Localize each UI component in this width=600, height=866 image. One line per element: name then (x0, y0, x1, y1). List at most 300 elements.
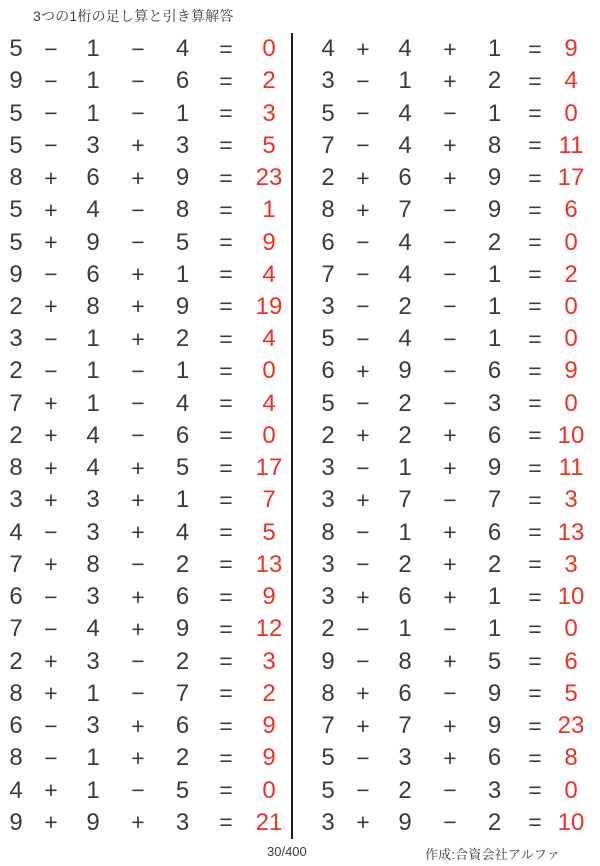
equals-sign: = (528, 680, 542, 707)
operand-1: 8 (9, 454, 23, 482)
operator-1: − (356, 454, 370, 481)
operator-1: − (356, 325, 370, 352)
equals-sign: = (219, 744, 233, 771)
operand-3: 2 (487, 550, 502, 578)
operand-1: 3 (321, 583, 335, 611)
operator-1: + (356, 164, 370, 191)
operand-1: 5 (321, 389, 335, 417)
answer: 17 (255, 454, 283, 482)
operator-1: − (356, 390, 370, 417)
equals-sign: = (219, 261, 233, 288)
operator-1: + (44, 454, 58, 481)
operand-2: 3 (86, 583, 100, 611)
answer: 9 (262, 712, 276, 740)
operand-2: 1 (398, 67, 412, 95)
equals-sign: = (528, 164, 542, 191)
equals-sign: = (219, 357, 233, 384)
answer: 23 (557, 712, 585, 740)
operand-1: 6 (9, 583, 23, 611)
equation-row (293, 484, 600, 516)
equals-sign: = (528, 261, 542, 288)
operand-3: 9 (175, 164, 190, 192)
equation-row (293, 323, 600, 355)
operator-1: − (44, 519, 58, 546)
operand-3: 2 (487, 67, 502, 95)
operator-2: − (443, 809, 457, 836)
operand-2: 1 (86, 325, 100, 353)
operand-1: 8 (321, 518, 335, 546)
answer: 0 (564, 99, 578, 127)
answer: 3 (564, 550, 578, 578)
operand-2: 2 (398, 776, 412, 804)
equation-row (0, 645, 291, 677)
operator-1: + (356, 357, 370, 384)
operator-2: − (131, 100, 145, 127)
equation-row (0, 452, 291, 484)
operand-1: 7 (321, 131, 335, 159)
operand-2: 4 (86, 196, 100, 224)
operand-3: 1 (175, 260, 190, 288)
operator-2: − (131, 551, 145, 578)
equation-row (0, 162, 291, 194)
answer: 10 (557, 421, 585, 449)
operand-3: 6 (175, 67, 190, 95)
operand-3: 7 (487, 486, 502, 514)
operand-3: 1 (487, 615, 502, 643)
operand-2: 4 (86, 421, 100, 449)
operand-2: 4 (86, 454, 100, 482)
operand-2: 3 (86, 486, 100, 514)
operator-1: − (356, 744, 370, 771)
operand-3: 2 (175, 550, 190, 578)
operator-1: + (356, 196, 370, 223)
operator-1: − (44, 712, 58, 739)
operand-1: 7 (321, 712, 335, 740)
credit-text: 作成:合資会社アルファ (424, 847, 560, 862)
operator-2: − (443, 390, 457, 417)
operator-1: + (356, 712, 370, 739)
operator-1: + (356, 583, 370, 610)
equation-row (293, 420, 600, 452)
answer: 3 (262, 99, 276, 127)
operand-3: 1 (487, 260, 502, 288)
equation-row (293, 33, 600, 65)
operator-2: + (131, 132, 145, 159)
answer: 3 (262, 647, 276, 675)
equals-sign: = (528, 100, 542, 127)
operand-1: 8 (321, 679, 335, 707)
equation-row (0, 291, 291, 323)
equation-row (293, 742, 600, 774)
equals-sign: = (528, 390, 542, 417)
operator-1: − (356, 777, 370, 803)
answer: 11 (558, 454, 584, 482)
operand-3: 6 (487, 518, 502, 546)
equals-sign: = (219, 712, 233, 739)
operand-1: 2 (9, 292, 23, 320)
operator-2: + (131, 583, 145, 610)
operand-2: 9 (86, 808, 100, 836)
operand-3: 6 (487, 744, 502, 772)
operand-2: 1 (398, 615, 412, 643)
equals-sign: = (528, 615, 542, 642)
operator-2: + (131, 164, 145, 191)
operator-1: − (44, 357, 58, 384)
operator-1: − (44, 35, 58, 62)
equation-row (293, 355, 600, 387)
operand-3: 9 (487, 196, 502, 224)
equals-sign: = (219, 648, 233, 675)
answer: 4 (262, 389, 276, 417)
operand-3: 9 (175, 292, 190, 320)
answer: 0 (564, 325, 578, 353)
operand-2: 3 (86, 131, 100, 159)
operator-1: − (356, 261, 370, 288)
operand-3: 1 (487, 583, 502, 611)
answer: 9 (262, 228, 276, 256)
operand-1: 5 (321, 776, 335, 804)
equation-row (293, 65, 600, 97)
equals-sign: = (219, 132, 233, 159)
operator-1: − (356, 293, 370, 320)
operator-2: + (131, 486, 145, 513)
answer: 9 (564, 357, 578, 385)
answer: 0 (262, 357, 276, 385)
equals-sign: = (219, 293, 233, 320)
equals-sign: = (528, 519, 542, 546)
equals-sign: = (219, 680, 233, 707)
answer: 0 (564, 615, 578, 643)
answer: 11 (558, 131, 584, 159)
equals-sign: = (219, 390, 233, 417)
operand-1: 5 (9, 131, 23, 159)
operator-2: + (443, 519, 457, 546)
operator-2: − (131, 357, 145, 384)
equation-row (0, 97, 291, 129)
operator-1: − (356, 100, 370, 127)
operator-2: + (443, 648, 457, 675)
operand-2: 9 (398, 808, 412, 836)
operand-1: 3 (321, 454, 335, 482)
operand-1: 2 (321, 615, 335, 643)
operator-2: − (131, 35, 145, 62)
operand-2: 1 (86, 357, 100, 385)
answer: 0 (262, 421, 276, 449)
equation-row (293, 162, 600, 194)
operand-1: 3 (321, 292, 335, 320)
operator-2: − (131, 229, 145, 256)
equation-row (0, 549, 291, 581)
equals-sign: = (219, 551, 233, 578)
operand-2: 8 (86, 550, 100, 578)
answer: 4 (564, 67, 578, 95)
answer: 2 (262, 679, 276, 707)
operator-2: + (131, 261, 145, 288)
equation-row (0, 130, 291, 162)
operand-2: 4 (398, 228, 412, 256)
answer: 9 (262, 583, 276, 611)
operator-2: + (443, 454, 457, 481)
operand-3: 9 (175, 615, 190, 643)
equals-sign: = (219, 229, 233, 256)
equals-sign: = (528, 229, 542, 256)
operator-2: − (443, 196, 457, 223)
page-title: 3つの1桁の足し算と引き算解答 (33, 8, 234, 24)
operand-3: 6 (487, 357, 502, 385)
operand-3: 9 (487, 679, 502, 707)
operand-2: 6 (398, 164, 412, 192)
operand-2: 6 (86, 260, 100, 288)
answer: 13 (557, 518, 585, 546)
equals-sign: = (219, 67, 233, 94)
operand-2: 4 (398, 35, 412, 63)
equation-row (0, 355, 291, 387)
equation-row (0, 710, 291, 742)
operator-1: − (44, 615, 58, 642)
answer: 2 (262, 67, 276, 95)
operand-3: 2 (175, 647, 190, 675)
operator-1: − (44, 744, 58, 771)
operator-2: − (443, 357, 457, 384)
operand-2: 9 (86, 228, 100, 256)
operator-1: + (44, 164, 58, 191)
operator-1: − (356, 519, 370, 546)
operand-2: 9 (398, 357, 412, 385)
operand-1: 9 (9, 67, 23, 95)
answer: 4 (262, 260, 276, 288)
answer: 10 (557, 583, 585, 611)
equals-sign: = (528, 293, 542, 320)
operator-1: + (44, 229, 58, 256)
operand-3: 5 (175, 228, 190, 256)
operand-2: 2 (398, 389, 412, 417)
operand-1: 7 (9, 615, 23, 643)
operand-3: 6 (175, 712, 190, 740)
answer: 19 (255, 292, 283, 320)
answer: 0 (262, 35, 276, 63)
operator-2: − (443, 325, 457, 352)
equation-row (293, 259, 600, 291)
operand-1: 5 (9, 196, 23, 224)
equation-row (293, 226, 600, 258)
operand-1: 3 (321, 486, 335, 514)
operator-2: − (131, 390, 145, 417)
operand-1: 5 (9, 35, 23, 63)
operator-2: + (131, 293, 145, 320)
equation-column-right (293, 33, 600, 839)
operand-2: 2 (398, 550, 412, 578)
operand-1: 9 (9, 808, 23, 836)
equation-row (293, 807, 600, 839)
operator-1: + (44, 648, 58, 675)
operand-2: 3 (86, 518, 100, 546)
page-number-indicator: 30/400 (267, 844, 307, 859)
operand-1: 2 (321, 164, 335, 192)
operand-2: 3 (86, 712, 100, 740)
answer: 12 (255, 615, 283, 643)
operand-1: 7 (9, 389, 23, 417)
operand-3: 2 (175, 325, 190, 353)
equals-sign: = (219, 164, 233, 191)
operator-1: + (356, 422, 370, 449)
equation-row (0, 226, 291, 258)
equation-row (293, 774, 600, 806)
equation-row (293, 291, 600, 323)
operator-1: − (356, 229, 370, 256)
operand-1: 2 (9, 421, 23, 449)
operator-2: + (131, 809, 145, 836)
operand-2: 3 (86, 647, 100, 675)
operand-2: 8 (86, 292, 100, 320)
equals-sign: = (219, 325, 233, 352)
operand-2: 8 (398, 647, 412, 675)
operand-1: 9 (321, 647, 335, 675)
answer: 1 (262, 196, 276, 224)
operand-2: 6 (398, 679, 412, 707)
operand-2: 1 (86, 679, 100, 707)
equation-row (0, 259, 291, 291)
operator-2: − (443, 100, 457, 127)
equals-sign: = (219, 615, 233, 642)
operand-2: 1 (86, 99, 100, 127)
operator-2: + (443, 712, 457, 739)
operand-3: 6 (175, 583, 190, 611)
operator-1: − (44, 100, 58, 127)
operand-1: 2 (9, 357, 23, 385)
worksheet-body (0, 33, 600, 839)
operand-2: 2 (398, 292, 412, 320)
operand-2: 1 (86, 776, 100, 804)
operator-2: − (443, 680, 457, 707)
operand-2: 6 (398, 583, 412, 611)
answer: 5 (564, 679, 578, 707)
equals-sign: = (528, 777, 542, 803)
equals-sign: = (219, 454, 233, 481)
equation-row (293, 645, 600, 677)
operator-1: + (44, 680, 58, 707)
operand-1: 3 (321, 550, 335, 578)
operand-3: 2 (487, 808, 502, 836)
operator-1: − (44, 261, 58, 288)
operand-3: 3 (487, 389, 502, 417)
operand-1: 5 (321, 744, 335, 772)
operand-3: 5 (487, 647, 502, 675)
answer: 13 (255, 550, 283, 578)
operand-3: 4 (175, 35, 190, 63)
operand-1: 2 (9, 647, 23, 675)
operand-1: 9 (9, 260, 23, 288)
operator-1: − (44, 132, 58, 159)
operator-2: + (443, 67, 457, 94)
operand-2: 1 (398, 518, 412, 546)
operand-2: 1 (86, 35, 100, 63)
operand-3: 6 (487, 421, 502, 449)
operator-2: − (131, 422, 145, 449)
operand-3: 7 (175, 679, 190, 707)
operator-1: − (44, 67, 58, 94)
equals-sign: = (528, 809, 542, 836)
equation-row (293, 517, 600, 549)
operand-3: 4 (175, 389, 190, 417)
operand-3: 6 (175, 421, 190, 449)
equals-sign: = (219, 196, 233, 223)
equals-sign: = (528, 712, 542, 739)
equation-row (293, 388, 600, 420)
operand-2: 1 (86, 67, 100, 95)
operand-2: 4 (398, 325, 412, 353)
operand-3: 1 (487, 325, 502, 353)
operator-1: + (44, 777, 58, 803)
operand-3: 5 (175, 454, 190, 482)
operator-1: + (44, 551, 58, 578)
operand-3: 1 (175, 357, 190, 385)
equals-sign: = (219, 486, 233, 513)
operand-1: 3 (9, 325, 23, 353)
operand-3: 3 (175, 131, 190, 159)
operand-1: 3 (9, 486, 23, 514)
operand-3: 4 (175, 518, 190, 546)
answer: 23 (255, 164, 283, 192)
answer: 2 (564, 260, 578, 288)
equation-row (0, 484, 291, 516)
operator-2: + (443, 132, 457, 159)
answer: 6 (564, 196, 578, 224)
operator-2: − (443, 293, 457, 320)
equals-sign: = (219, 809, 233, 836)
equation-row (0, 65, 291, 97)
operator-2: − (131, 196, 145, 223)
answer: 7 (262, 486, 276, 514)
equation-row (0, 33, 291, 65)
operand-2: 6 (86, 164, 100, 192)
operator-2: + (131, 744, 145, 771)
operand-2: 3 (398, 744, 412, 772)
answer: 0 (564, 389, 578, 417)
equation-row (0, 774, 291, 806)
operator-1: − (44, 325, 58, 352)
equals-sign: = (528, 551, 542, 578)
answer: 9 (262, 744, 276, 772)
operator-2: + (131, 712, 145, 739)
answer: 5 (262, 131, 276, 159)
equation-row (293, 549, 600, 581)
operator-1: − (44, 583, 58, 610)
operand-1: 8 (9, 679, 23, 707)
equals-sign: = (528, 454, 542, 481)
equation-row (0, 517, 291, 549)
equation-row (293, 613, 600, 645)
equation-column-left (0, 33, 291, 839)
operand-2: 7 (398, 486, 412, 514)
operand-2: 7 (398, 196, 412, 224)
equation-row (0, 323, 291, 355)
operand-3: 3 (487, 776, 502, 804)
equals-sign: = (528, 196, 542, 223)
operator-2: + (131, 519, 145, 546)
operand-2: 4 (398, 99, 412, 127)
equation-row (0, 420, 291, 452)
answer: 5 (262, 518, 276, 546)
operator-2: − (443, 229, 457, 256)
operator-2: + (443, 583, 457, 610)
operand-2: 1 (398, 454, 412, 482)
equation-row (293, 130, 600, 162)
operand-1: 5 (321, 99, 335, 127)
operand-1: 4 (9, 776, 23, 804)
operand-2: 7 (398, 712, 412, 740)
operand-3: 1 (487, 292, 502, 320)
operand-2: 1 (86, 744, 100, 772)
